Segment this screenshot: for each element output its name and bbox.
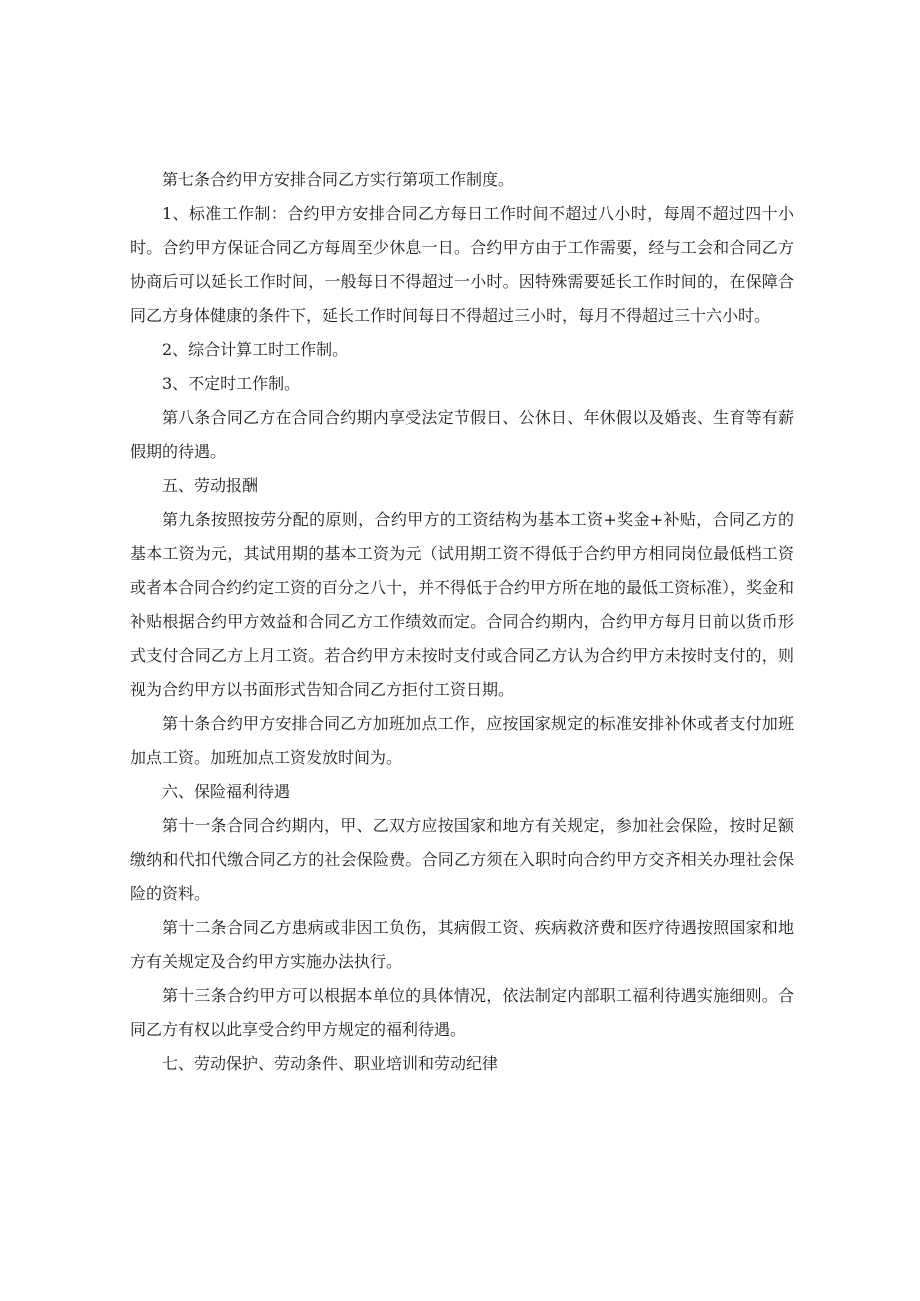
flexible-hours-paragraph: 3、不定时工作制。 [162,374,301,393]
article-9-paragraph: 第九条按照按劳分配的原则，合约甲方的工资结构为基本工资+奖金+补贴，合同乙方的基本工资为元，其试用期的基本工资为元（试用期工资不得低于合约甲方相同岗位最低档工资或者本合同合约约定工资的百分之八十，并不得低于合约甲方所在地的最低工资标准），奖金和补贴根据合约甲方效益和合同乙方工作绩效而定。合同合约期内，合约甲方每月日前以货币形式支付合同乙方上月工资。若合约甲方未按时支付或合同乙方认为合约甲方未按时支付的，则视为合约甲方以书面形式告知合同乙方拒付工资日期。 [130,510,795,699]
article-10-paragraph: 第十条合约甲方安排合同乙方加班加点工作，应按国家规定的标准安排补休或者支付加班加点工资。加班加点工资发放时间为。 [130,714,794,767]
article-7-paragraph: 第七条合约甲方安排合同乙方实行第项工作制度。 [162,170,515,189]
article-8-paragraph: 第八条合同乙方在合同合约期内享受法定节假日、公休日、年休假以及婚丧、生育等有薪假期的待遇。 [130,408,794,461]
section-6-heading: 六、保险福利待遇 [162,782,291,801]
section-7-heading: 七、劳动保护、劳动条件、职业培训和劳动纪律 [162,1054,499,1073]
article-12-paragraph: 第十二条合同乙方患病或非因工负伤，其病假工资、疾病救济费和医疗待遇按照国家和地方有关规定及合约甲方实施办法执行。 [130,918,794,971]
article-13-paragraph: 第十三条合约甲方可以根据本单位的具体情况，依法制定内部职工福利待遇实施细则。合同乙方有权以此享受合约甲方规定的福利待遇。 [130,986,794,1039]
section-5-heading: 五、劳动报酬 [162,476,259,495]
document-body [130,163,794,1081]
standard-work-hours-paragraph: 1、标准工作制：合约甲方安排合同乙方每日工作时间不超过八小时，每周不超过四十小时。合约甲方保证合同乙方每周至少休息一日。合约甲方由于工作需要，经与工会和合同乙方协商后可以延长工作时间，一般每日不得超过一小时。因特殊需要延长工作时间的，在保障合同乙方身体健康的条件下，延长工作时间每日不得超过三小时，每月不得超过三十六小时。 [130,204,794,325]
article-11-paragraph: 第十一条合同合约期内，甲、乙双方应按国家和地方有关规定，参加社会保险，按时足额缴纳和代扣代缴合同乙方的社会保险费。合同乙方须在入职时向合约甲方交齐相关办理社会保险的资料。 [130,816,794,903]
comprehensive-hours-paragraph: 2、综合计算工时工作制。 [162,340,349,359]
